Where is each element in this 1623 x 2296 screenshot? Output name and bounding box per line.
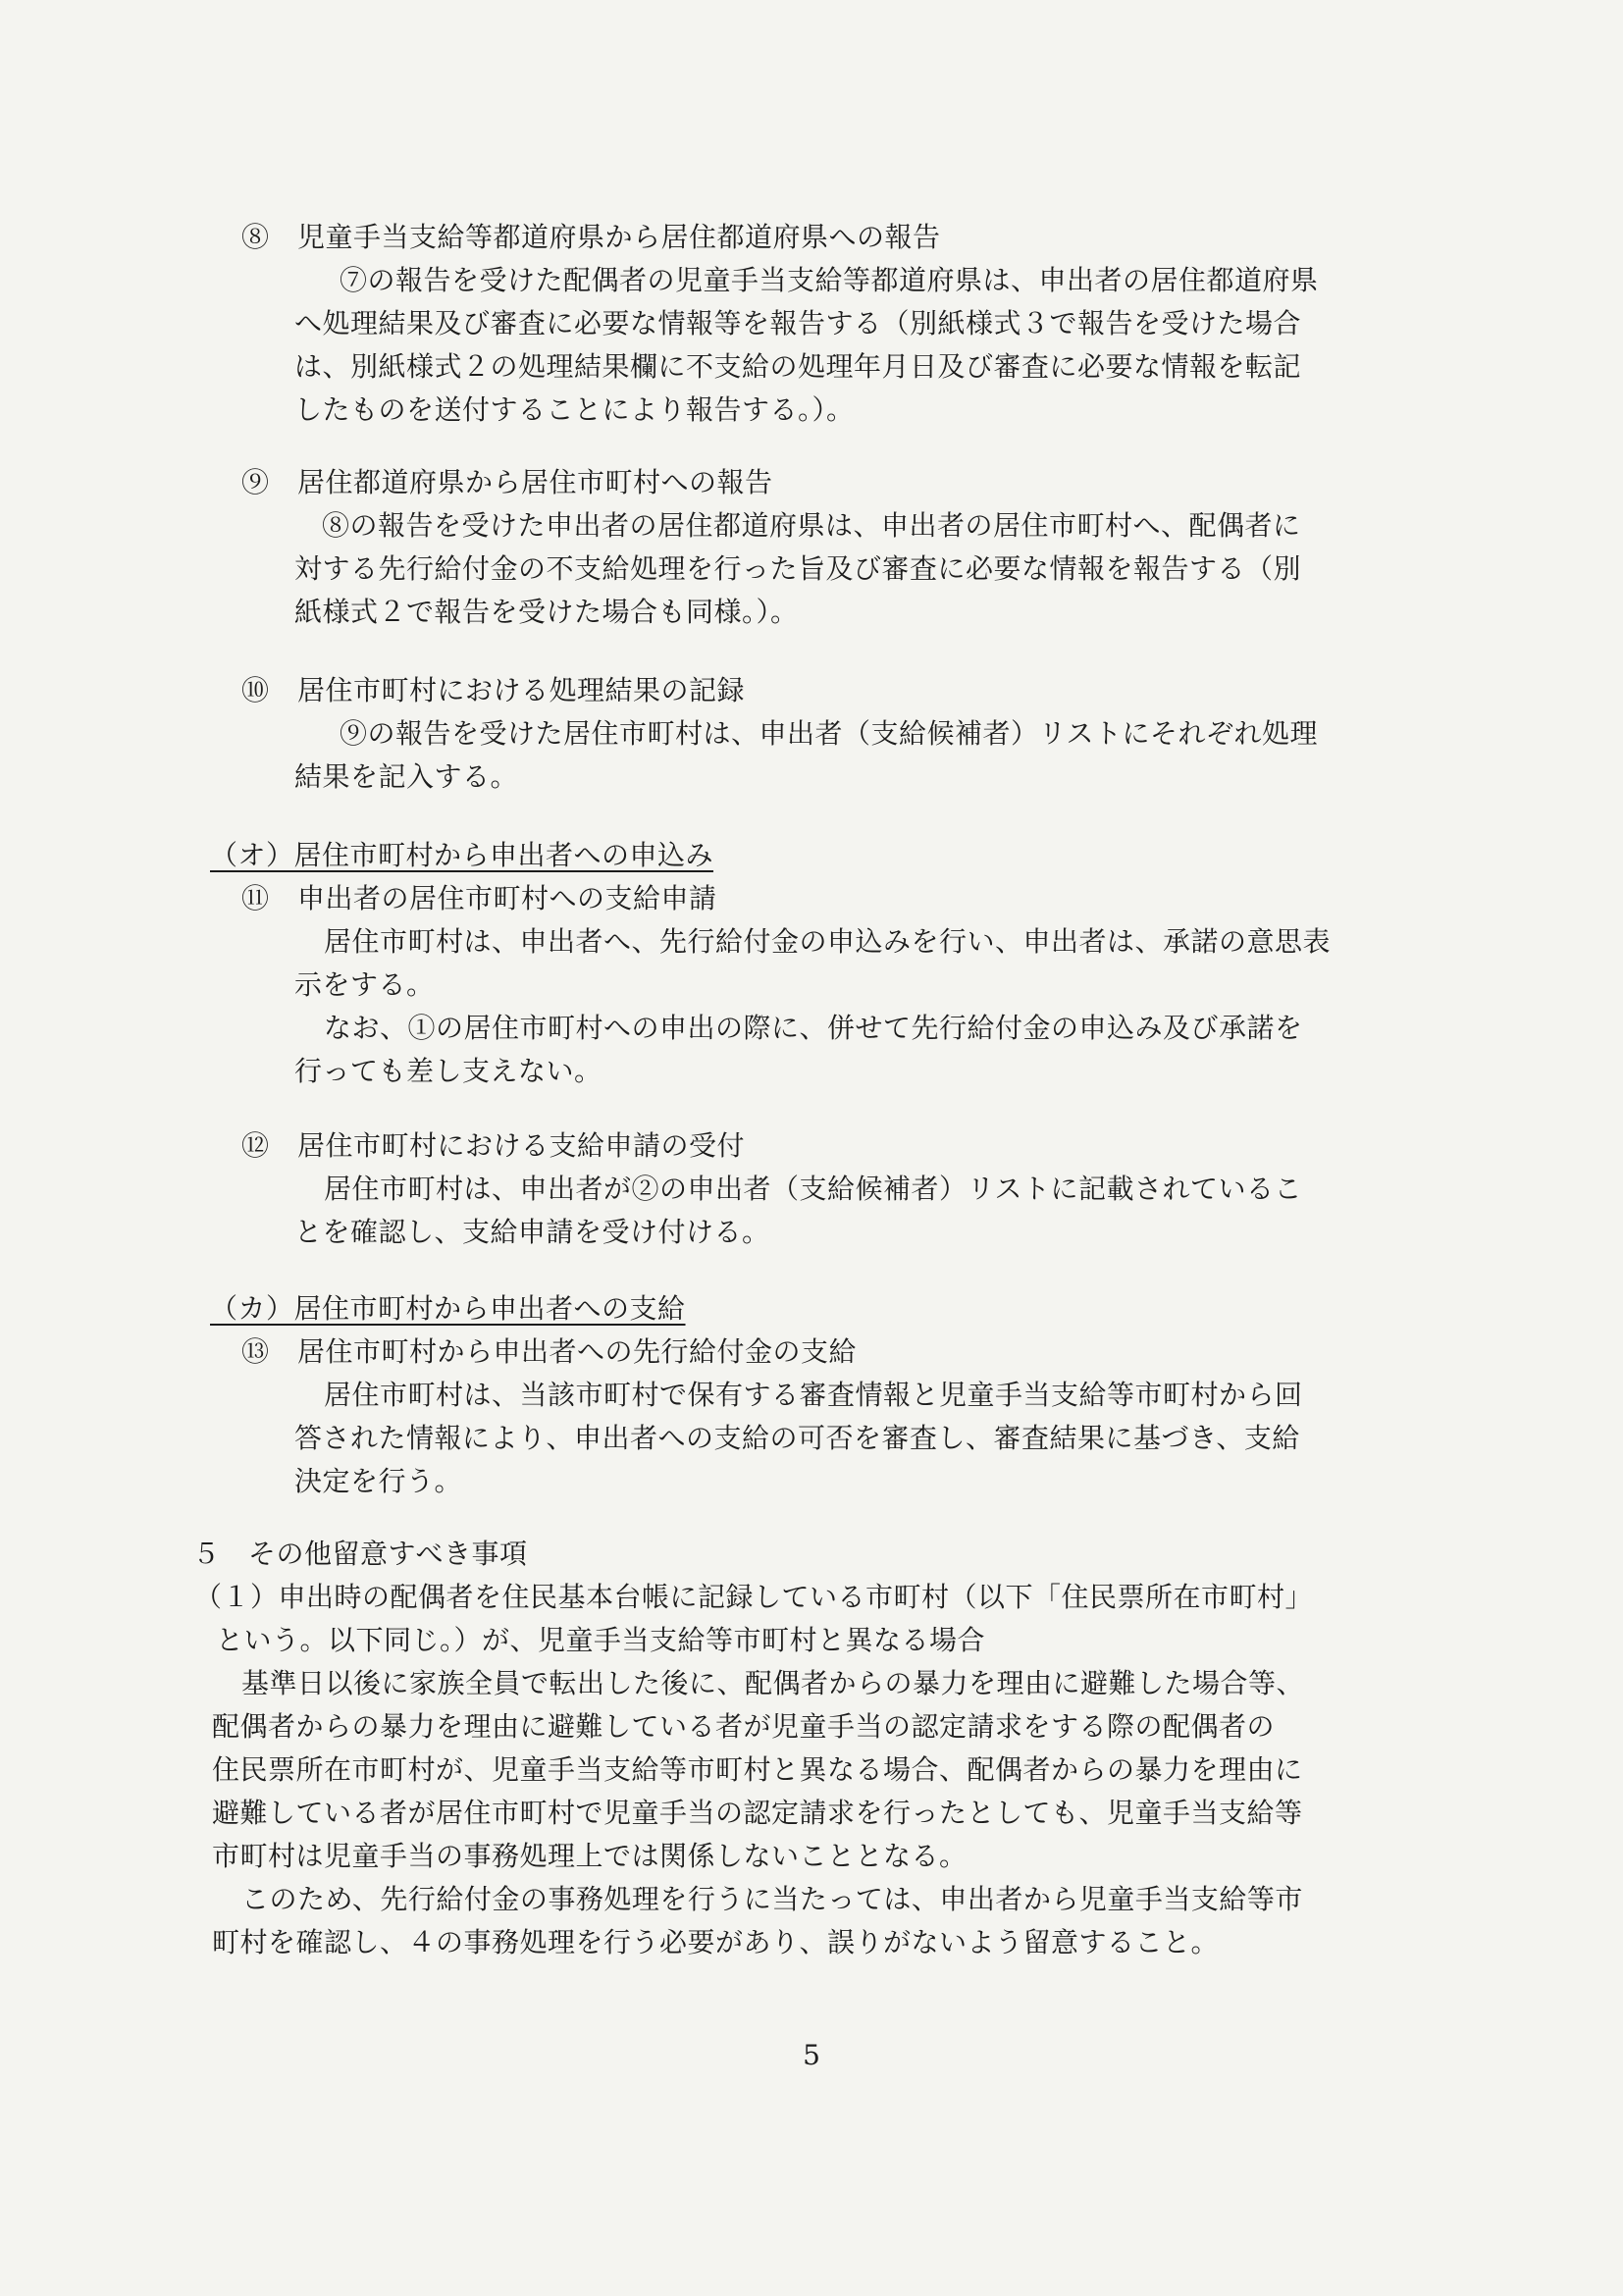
- item-10-line: 結果を記入する。: [294, 760, 519, 793]
- item-9-line: 対する先行給付金の不支給処理を行った旨及び審査に必要な情報を報告する（別: [294, 552, 1302, 585]
- section-5-para1-line: 市町村は児童手当の事務処理上では関係しないこととなる。: [212, 1840, 968, 1872]
- section-5-para2-line: 町村を確認し、４の事務処理を行う必要があり、誤りがないよう留意すること。: [212, 1926, 1220, 1958]
- item-13: [241, 1331, 1303, 1503]
- section-5-para1-line: 住民票所在市町村が、児童手当支給等市町村と異なる場合、配偶者からの暴力を理由に: [212, 1753, 1303, 1786]
- item-10: [241, 669, 1318, 799]
- section-o-heading: （オ）居住市町村から申出者への申込み: [210, 839, 714, 871]
- item-13-heading: ⑬ 居住市町村から申出者への先行給付金の支給: [241, 1335, 858, 1368]
- section-5-para1-line: 配偶者からの暴力を理由に避難している者が児童手当の認定請求をする際の配偶者の: [212, 1710, 1276, 1743]
- item-12: [241, 1124, 1302, 1254]
- item-9-heading: ⑨ 居住都道府県から居住市町村への報告: [241, 466, 773, 498]
- item-13-line: 答された情報により、申出者への支給の可否を審査し、審査結果に基づき、支給: [294, 1422, 1300, 1454]
- page-number: 5: [803, 2039, 820, 2071]
- item-9-line: 紙様式２で報告を受けた場合も同様。）。: [294, 596, 799, 628]
- section-5-para2-line: このため、先行給付金の事務処理を行うに当たっては、申出者から児童手当支給等市: [241, 1883, 1303, 1915]
- item-12-line: とを確認し、支給申請を受け付ける。: [294, 1216, 770, 1248]
- item-8-line: したものを送付することにより報告する。）。: [294, 393, 855, 426]
- item-10-heading: ⑩ 居住市町村における処理結果の記録: [241, 674, 746, 706]
- item-8-line: へ処理結果及び審査に必要な情報等を報告する（別紙様式３で報告を受けた場合: [294, 307, 1302, 339]
- section-ka: [210, 1287, 686, 1331]
- item-8: [241, 216, 1319, 432]
- item-13-line: 居住市町村は、当該市町村で保有する審査情報と児童手当支給等市町村から回: [324, 1379, 1303, 1411]
- section-ka-heading: （カ）居住市町村から申出者への支給: [210, 1292, 686, 1325]
- item-11-line: 居住市町村は、申出者へ、先行給付金の申込みを行い、申出者は、承諾の意思表: [324, 925, 1332, 958]
- section-5-heading: ５ その他留意すべき事項: [192, 1538, 528, 1570]
- item-12-heading: ⑫ 居住市町村における支給申請の受付: [241, 1129, 746, 1162]
- item-8-heading: ⑧ 児童手当支給等都道府県から居住都道府県への報告: [241, 221, 941, 253]
- item-9: [241, 461, 1301, 634]
- item-11-heading: ⑪ 申出者の居住市町村への支給申請: [241, 882, 717, 914]
- item-13-line: 決定を行う。: [294, 1465, 463, 1497]
- item-8-line: は、別紙様式２の処理結果欄に不支給の処理年月日及び審査に必要な情報を転記: [294, 350, 1302, 383]
- item-11-line: 示をする。: [294, 968, 435, 1001]
- section-5-sub1-line: （１）申出時の配偶者を住民基本台帳に記録している市町村（以下「住民票所在市町村」: [194, 1581, 1314, 1613]
- item-8-line: ⑦の報告を受けた配偶者の児童手当支給等都道府県は、申出者の居住都道府県: [340, 264, 1319, 296]
- item-12-line: 居住市町村は、申出者が②の申出者（支給候補者）リストに記載されているこ: [324, 1173, 1302, 1205]
- item-11: [241, 877, 1331, 1093]
- item-11-line: 行っても差し支えない。: [294, 1055, 602, 1087]
- section-5-sub1-line: という。以下同じ。）が、児童手当支給等市町村と異なる場合: [216, 1624, 986, 1656]
- section-o: [210, 834, 713, 877]
- item-9-line: ⑧の報告を受けた申出者の居住都道府県は、申出者の居住市町村へ、配偶者に: [322, 509, 1301, 542]
- section-5-para1-line: 基準日以後に家族全員で転出した後に、配偶者からの暴力を理由に避難した場合等、: [241, 1667, 1305, 1699]
- item-11-line: なお、①の居住市町村への申出の際に、併せて先行給付金の申込み及び承諾を: [324, 1012, 1303, 1044]
- section-5: [192, 1533, 1313, 1964]
- item-10-line: ⑨の報告を受けた居住市町村は、申出者（支給候補者）リストにそれぞれ処理: [340, 717, 1318, 750]
- section-5-para1-line: 避難している者が居住市町村で児童手当の認定請求を行ったとしても、児童手当支給等: [212, 1797, 1303, 1829]
